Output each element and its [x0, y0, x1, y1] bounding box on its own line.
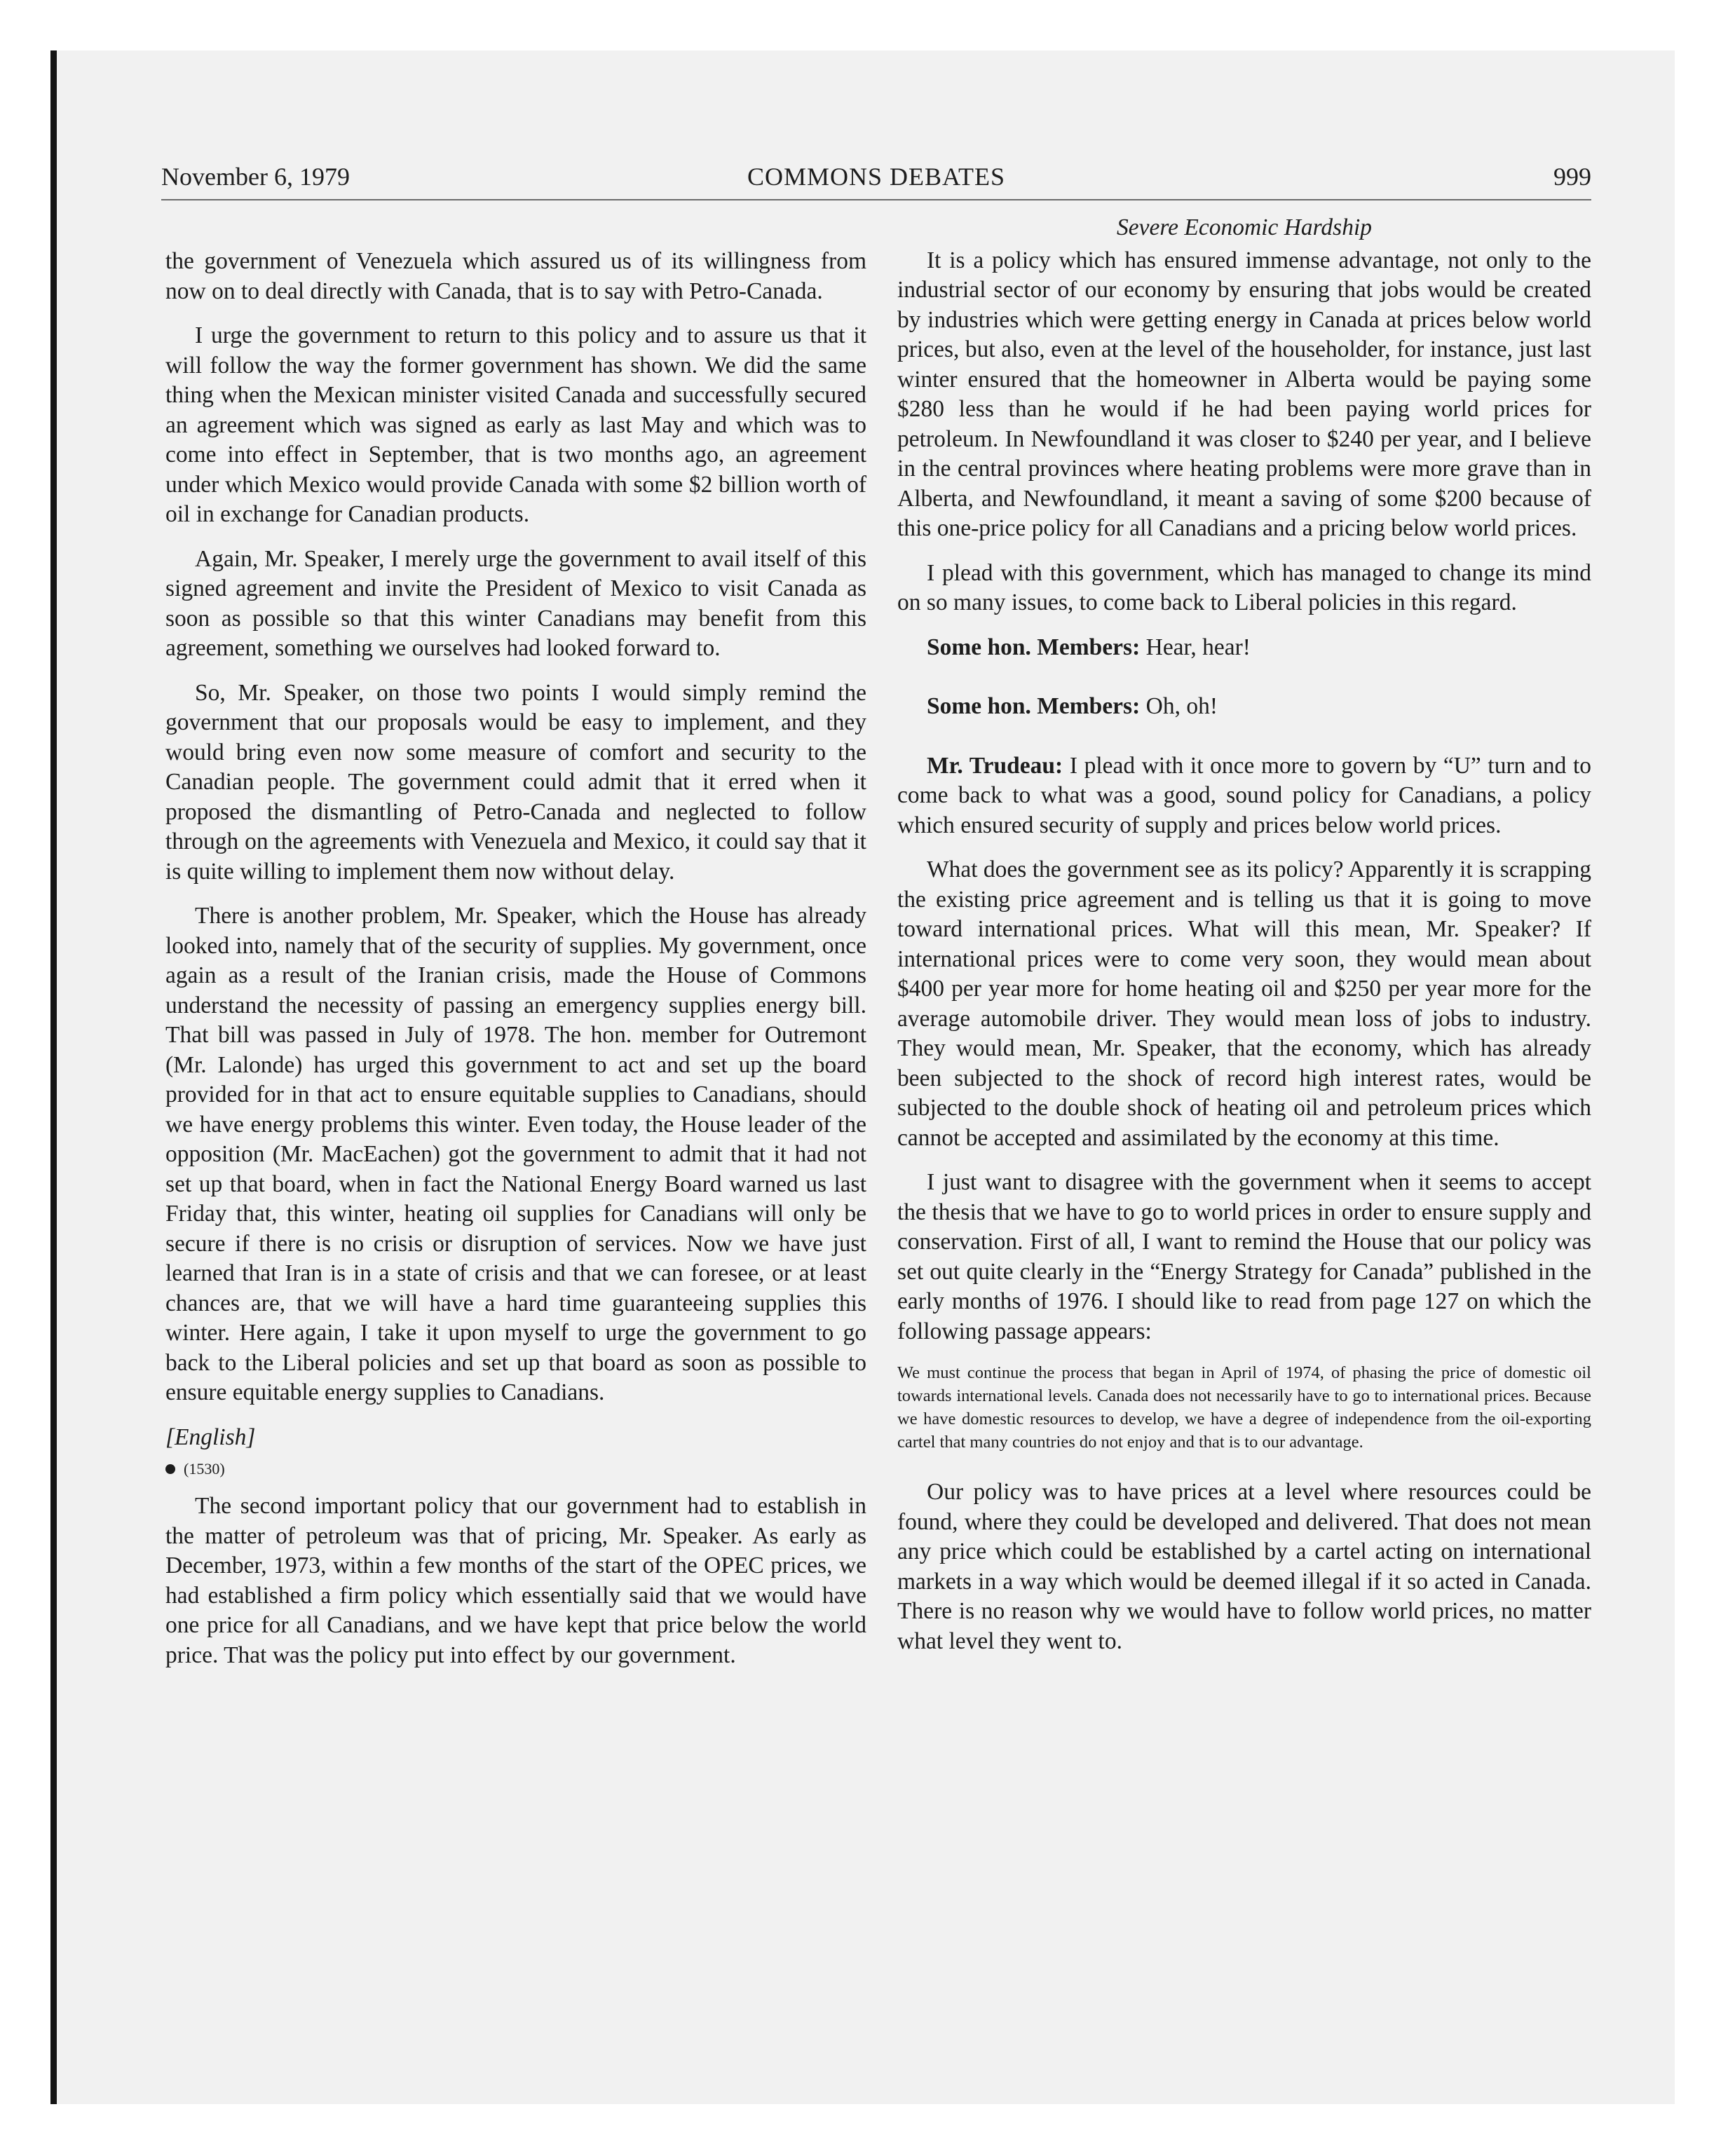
- block-quote: We must continue the process that began in April of 1974, of phasing the price of domestic oil towards international levels. Canada does not necessarily have to go to international prices. Because we have domestic resources to develop, we have a degree of independence from the oil-exporting cartel that many countries do not enjoy and that is to our advantage.: [897, 1363, 1591, 1452]
- header-rule: [161, 199, 1591, 200]
- speaker-name: Mr. Trudeau:: [927, 752, 1063, 779]
- speaker-name: Some hon. Members:: [927, 634, 1141, 660]
- paragraph: So, Mr. Speaker, on those two points I would simply remind the government that our proposals would be easy to implement, and they would bring even now some measure of comfort and security to the Canadian people. The government could admit that it erred when it proposed the dismantling of Petro-Canada and neglected to follow through on the agreements with Venezuela and Mexico, it could say that it is quite willing to implement them now without delay.: [165, 679, 866, 885]
- paragraph: I plead with this government, which has managed to change its mind on so many issues, to come back to Liberal policies in this regard.: [897, 559, 1591, 615]
- speech-paragraph: [897, 751, 1591, 841]
- time-marker: [165, 1456, 866, 1482]
- interjection: [897, 633, 1591, 663]
- header-title: COMMONS DEBATES: [747, 163, 1006, 191]
- paragraph: Again, Mr. Speaker, I merely urge the government to avail itself of this signed agreement and invite the President of Mexico to visit Canada as soon as possible so that this winter Canadians may benefit from this agreement, something we ourselves had looked forward to.: [165, 545, 866, 661]
- page-header: [161, 160, 1591, 193]
- speaker-name: Some hon. Members:: [927, 693, 1141, 719]
- paragraph: The second important policy that our government had to establish in the matter of petroleum was that of pricing, Mr. Speaker. As early as December, 1973, within a few months of the start of the OPEC prices, we had established a firm policy which essentially said that we would have one price for all Canadians, and we have kept that price below the world price. That was the policy put into effect by our government.: [165, 1493, 866, 1668]
- bullet-icon: [165, 1464, 175, 1474]
- page-number: 999: [1553, 163, 1591, 191]
- interjection-text: Hear, hear!: [1140, 634, 1251, 660]
- paragraph: Our policy was to have prices at a level where resources could be found, where they could be developed and delivered. That does not mean any price which could be established by a cartel acting on international markets in a way which would be deemed illegal if it so acted in Canada. There is no reason why we would have to follow world prices, no matter what level they went to.: [897, 1479, 1591, 1654]
- header-date: November 6, 1979: [161, 163, 350, 191]
- interjection-text: Oh, oh!: [1140, 693, 1218, 719]
- paragraph: I urge the government to return to this policy and to assure us that it will follow the way the former government has shown. We did the same thing when the Mexican minister visited Canada and successfully secured an agreement which was signed as early as last May and which was to come into effect in September, that is two months ago, an agreement under which Mexico would provide Canada with some $2 billion worth of oil in exchange for Canadian products.: [165, 322, 866, 527]
- right-column: [897, 213, 1591, 1671]
- language-tag: [English]: [165, 1424, 256, 1450]
- paragraph: I just want to disagree with the government when it seems to accept the thesis that we have to go to world prices in order to ensure supply and conservation. First of all, I want to remind the House that our policy was set out quite clearly in the “Energy Strategy for Canada” published in the early months of 1976. I should like to read from page 127 on which the following passage appears:: [897, 1169, 1591, 1344]
- paragraph: What does the government see as its policy? Apparently it is scrapping the existing price agreement and is telling us that it is going to move toward international prices. What will this mean, Mr. Speaker? If international prices were to come very soon, they would mean about $400 per year more for home heating oil and $250 per year more for the average automobile driver. They would mean loss of jobs to industry. They would mean, Mr. Speaker, that the economy, which has already been subjected to the shock of record high interest rates, would be subjected to the double shock of heating oil and petroleum prices which cannot be accepted and assimilated by the economy at this time.: [897, 857, 1591, 1151]
- interjection: [897, 692, 1591, 722]
- paragraph: It is a policy which has ensured immense advantage, not only to the industrial sector of our economy by ensuring that jobs would be created by industries which were getting energy in Canada at prices below world prices, but also, even at the level of the householder, for instance, just last winter ensured that the homeowner in Alberta would be paying some $280 less than he would if he had been paying world prices for petroleum. In Newfoundland it was closer to $240 per year, and I believe in the central provinces where heating problems were more grave than in Alberta, and Newfoundland, it meant a saving of some $200 because of this one-price policy for all Canadians and a pricing below world prices.: [897, 247, 1591, 541]
- left-column: [165, 247, 866, 1685]
- paragraph: There is another problem, Mr. Speaker, which the House has already looked into, namely that of the security of supplies. My government, once again as a result of the Iranian crisis, made the House of Commons understand the necessity of passing an emergency supplies energy bill. That bill was passed in July of 1978. The hon. member for Outremont (Mr. Lalonde) has urged this government to act and set up the board provided for in that act to ensure equitable supplies to Canadians, should we have energy problems this winter. Even today, the House leader of the opposition (Mr. MacEachen) got the government to admit that it had not set up that board, when in fact the National Energy Board warned us last Friday that, this winter, heating oil supplies for Canadians will only be secure if there is no crisis or disruption of services. Now we have just learned that Iran is in a state of crisis and that we can foresee, or at least chances are, that we will have a hard time guaranteeing supplies this winter. Here again, I take it upon myself to urge the government to go back to the Liberal policies and set up that board as soon as possible to ensure equitable energy supplies to Canadians.: [165, 903, 866, 1405]
- scan-edge-bar: [50, 50, 57, 2104]
- time-marker-text: (1530): [184, 1460, 225, 1478]
- section-subheading: Severe Economic Hardship: [1116, 214, 1373, 240]
- paragraph: the government of Venezuela which assured us of its willingness from now on to deal directly with Canada, that is to say with Petro-Canada.: [165, 248, 866, 304]
- speech-text: I plead with it once more to govern by “U” turn and to come back to what was a good, sound policy for Canadians, a policy which ensured security of supply and prices below world prices.: [897, 752, 1591, 838]
